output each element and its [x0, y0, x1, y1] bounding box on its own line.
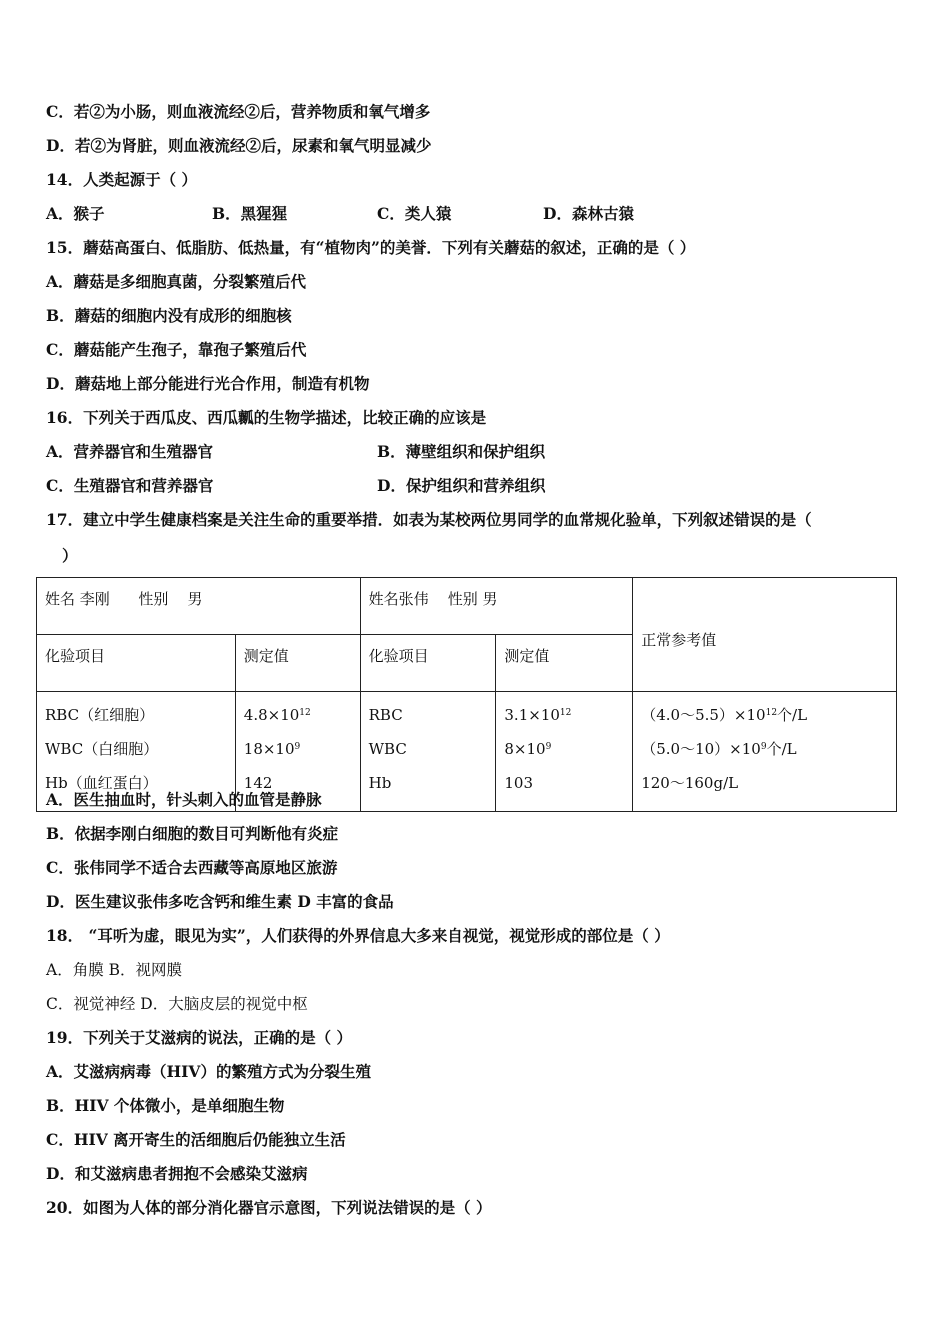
q15-option-d: D．蘑菇地上部分能进行光合作用，制造有机物 — [46, 374, 370, 393]
p2-values-cell — [496, 692, 633, 812]
q15-stem: 15．蘑菇高蛋白、低脂肪、低热量，有“植物肉”的美誉．下列有关蘑菇的叙述，正确的是（ ） — [46, 238, 696, 257]
q14-stem: 14．人类起源于（ ） — [46, 170, 197, 189]
q19-option-b: B．HIV 个体微小，是单细胞生物 — [46, 1096, 285, 1115]
p2-value-hb: 103 — [504, 774, 534, 792]
q16-option-d: D．保护组织和营养组织 — [377, 476, 546, 495]
p1-value-wbc: $18\times 10^9$ — [243, 740, 301, 758]
q18-options-ab: A．角膜 B．视网膜 — [46, 961, 183, 979]
q14-option-c: C．类人猿 — [377, 204, 452, 223]
p1-item-rbc: RBC（红细胞） — [45, 706, 155, 724]
q18-options-cd: C．视觉神经 D．大脑皮层的视觉中枢 — [46, 995, 308, 1013]
p1-value-rbc: $4.8\times 10^{12}$ — [243, 706, 311, 724]
q19-option-c: C．HIV 离开寄生的活细胞后仍能独立生活 — [46, 1130, 346, 1149]
q17-option-c: C．张伟同学不适合去西藏等高原地区旅游 — [46, 858, 338, 877]
q17-option-b: B．依据李刚白细胞的数目可判断他有炎症 — [46, 824, 339, 843]
q17-stem-continuation: ） — [62, 546, 78, 565]
p2-col-item: 化验项目 — [360, 635, 496, 692]
q20-stem: 20．如图为人体的部分消化器官示意图，下列说法错误的是（ ） — [46, 1198, 492, 1217]
q19-option-d: D．和艾滋病患者拥抱不会感染艾滋病 — [46, 1164, 308, 1183]
q19-option-a: A．艾滋病病毒（HIV）的繁殖方式为分裂生殖 — [46, 1062, 371, 1081]
q16-option-a: A．营养器官和生殖器官 — [46, 442, 214, 461]
q15-option-b: B．蘑菇的细胞内没有成形的细胞核 — [46, 306, 292, 325]
table-header-row — [37, 578, 897, 635]
q16-option-b: B．薄壁组织和保护组织 — [377, 442, 546, 461]
ref-value-rbc: $(4.0\sim 5.5)\times 10^{12}$个/L — [641, 706, 808, 724]
p2-item-wbc: WBC — [368, 740, 407, 758]
q13-option-d: D．若②为肾脏，则血液流经②后，尿素和氧气明显减少 — [46, 136, 432, 155]
p2-value-wbc: $8\times 10^9$ — [504, 740, 552, 758]
patient1-header: 姓名 李刚 性别 男 — [37, 578, 361, 635]
ref-value-hb: 120～160g/L — [641, 774, 739, 792]
p2-items-cell — [360, 692, 496, 812]
p1-col-item: 化验项目 — [37, 635, 236, 692]
p2-col-value: 测定值 — [496, 635, 633, 692]
patient2-header: 姓名张伟 性别 男 — [360, 578, 633, 635]
q15-option-c: C．蘑菇能产生孢子，靠孢子繁殖后代 — [46, 340, 307, 359]
p2-item-rbc: RBC — [368, 706, 403, 724]
p2-item-hb: Hb — [368, 774, 392, 792]
q19-stem: 19．下列关于艾滋病的说法，正确的是（ ） — [46, 1028, 352, 1047]
reference-values-cell — [633, 692, 897, 812]
q17-stem: 17．建立中学生健康档案是关注生命的重要举措．如表为某校两位男同学的血常规化验单，下列叙述错误的是（ — [46, 510, 812, 529]
q16-option-c: C．生殖器官和营养器官 — [46, 476, 214, 495]
reference-header: 正常参考值 — [633, 578, 897, 692]
p1-value-hb: 142 — [243, 774, 273, 792]
p1-item-wbc: WBC（白细胞） — [45, 740, 159, 758]
ref-value-wbc: $(5.0\sim 10)\times 10^9$个/L — [641, 740, 797, 758]
q14-option-a: A．猴子 — [46, 204, 105, 223]
q14-option-b: B．黑猩猩 — [212, 204, 288, 223]
q17-option-d: D．医生建议张伟多吃含钙和维生素 D 丰富的食品 — [46, 892, 394, 911]
p1-col-value: 测定值 — [235, 635, 360, 692]
q14-option-d: D．森林古猿 — [543, 204, 634, 223]
p2-value-rbc: $3.1\times 10^{12}$ — [504, 706, 572, 724]
q13-option-c: C．若②为小肠，则血液流经②后，营养物质和氧气增多 — [46, 102, 431, 121]
q18-stem: 18． “耳听为虚，眼见为实”，人们获得的外界信息大多来自视觉，视觉形成的部位是（ ） — [46, 926, 670, 945]
q16-stem: 16．下列关于西瓜皮、西瓜瓤的生物学描述，比较正确的应该是 — [46, 408, 487, 427]
q15-option-a: A．蘑菇是多细胞真菌，分裂繁殖后代 — [46, 272, 307, 291]
q17-option-a: A．医生抽血时，针头刺入的血管是静脉 — [46, 790, 322, 809]
p1-item-hb: Hb（血红蛋白） — [45, 774, 158, 792]
blood-test-table — [36, 577, 897, 812]
